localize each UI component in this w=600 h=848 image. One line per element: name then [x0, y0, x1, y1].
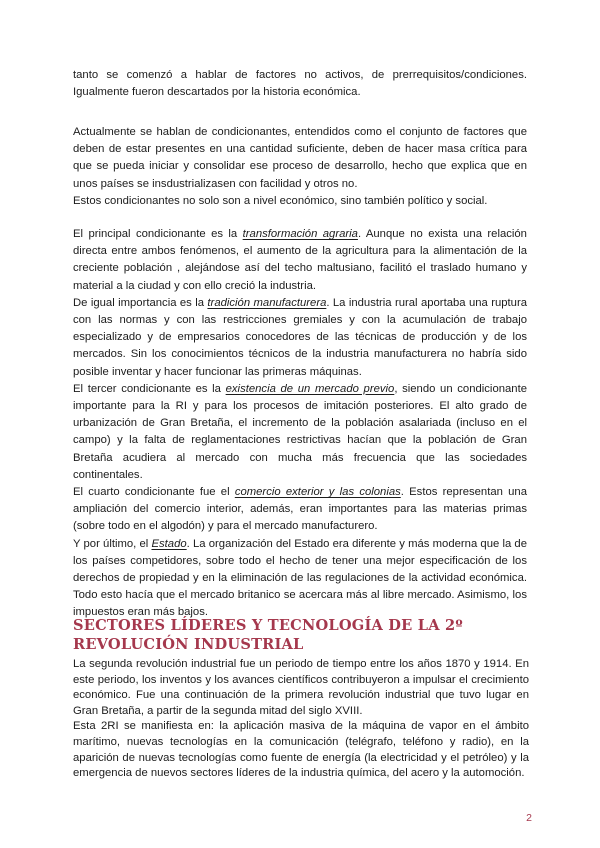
factor-text: El cuarto condicionante fue el	[73, 486, 235, 499]
section-paragraph-details: Esta 2RI se manifiesta en: la aplicación masiva de la máquina de vapor en el ámbito marítimo, nuevas tecnologías en la comunicación (telégrafo, teléfono y radio), en la aparición de nuevas tecnologías como fuente de energía (la electricidad y el petróleo) y la emergencia de nuevos sectores líderes de la industria química, del acero y la automoción.	[73, 720, 529, 780]
factor-term: existencia de un mercado previo	[225, 382, 395, 395]
factor-term: comercio exterior y las colonias	[234, 486, 401, 499]
intro-block	[73, 67, 527, 101]
factor-term: tradición manufacturera	[207, 296, 327, 309]
conditions-block	[73, 124, 527, 227]
factor-paragraph-mercado	[73, 381, 527, 484]
factor-text: . La industria rural aportaba una ruptura con las normas y con las restricciones gremiales y con la acumulación de trabajo especializado y de empresarios conocedores de las técnicas de producción y de los mercados. Sin los conocimientos técnicos de la industria manufacturera no habría sido posible inventar y hacer funcionar las primeras máquinas.	[73, 296, 527, 378]
factor-paragraph-agraria	[73, 226, 527, 295]
section-heading: SECTORES LÍDERES Y TECNOLOGÍA DE LA 2º REVOLUCIÓN INDUSTRIAL	[73, 617, 463, 653]
factor-text: , siendo un condicionante importante para la RI y para los procesos de imitación posteriores. El alto grado de urbanización de Gran Bretaña, el incremento de la población asalariada (incluso en el campo) y la falta de reglamentaciones restrictivas hacían que la población de Gran Bretaña acudiera al mercado con mucha más frecuencia que las sociedades continentales.	[73, 382, 527, 481]
factor-paragraph-estado	[73, 536, 527, 622]
factor-term: transformación agraria	[242, 228, 358, 240]
conditions-scope-paragraph: Estos condicionantes no solo son a nivel económico, sino también político y social.	[73, 194, 488, 207]
factor-term: Estado	[151, 537, 187, 550]
factor-text: . Aunque no exista una relación directa entre ambos fenómenos, el aumento de la agricultura para la alimentación de la creciente población , alejándose así del techo maltusiano, facilitó el traslado humano y material a la ciudad y con ello creció la industria.	[73, 228, 527, 292]
conditions-paragraph: Actualmente se hablan de condicionantes, entendidos como el conjunto de factores que deben de estar presentes en una cantidad suficiente, deben de hacer masa crítica para que se pueda iniciar y consolidar ese proceso de desarrollo, hecho que explica que en unos países se insdustrializasen con facilidad y otros no.	[73, 126, 527, 190]
factor-paragraph-comercio	[73, 484, 527, 536]
factor-text: . La organización del Estado era diferente y más moderna que la de los países competidores, sobre todo el hecho de tener una mejor especificación de los derechos de propiedad y en la eliminación de las regulaciones de la actividad económica. Todo esto hacía que el mercado britanico se acercara más al libre mercado. Asimismo, los impuestos eran más bajos.	[73, 537, 527, 619]
intro-paragraph: tanto se comenzó a hablar de factores no activos, de prerrequisitos/condiciones. Igualmente fueron descartados por la historia económica.	[73, 69, 527, 99]
factor-paragraph-manufacturera	[73, 295, 527, 381]
factor-text: El tercer condicionante es la	[73, 382, 226, 395]
factor-text: El principal condicionante es la	[73, 228, 243, 240]
factors-block	[73, 226, 527, 622]
factor-text: De igual importancia es la	[73, 296, 208, 309]
factor-text: Y por último, el	[73, 537, 152, 550]
factor-text: . Estos representan una ampliación del comercio interior, además, eran importantes para las materias primas (sobre todo en el algodón) y para el mercado manufacturero.	[73, 486, 527, 533]
section-body	[73, 657, 529, 782]
section-paragraph-intro: La segunda revolución industrial fue un periodo de tiempo entre los años 1870 y 1914. En este periodo, los inventos y los avances científicos contribuyeron a impulsar el crecimiento económico. Fue una continuación de la primera revolución industrial que tuvo lugar en Gran Bretaña, a partir de la segunda mitad del siglo XVIII.	[73, 658, 529, 717]
page-number: 2	[526, 812, 532, 824]
